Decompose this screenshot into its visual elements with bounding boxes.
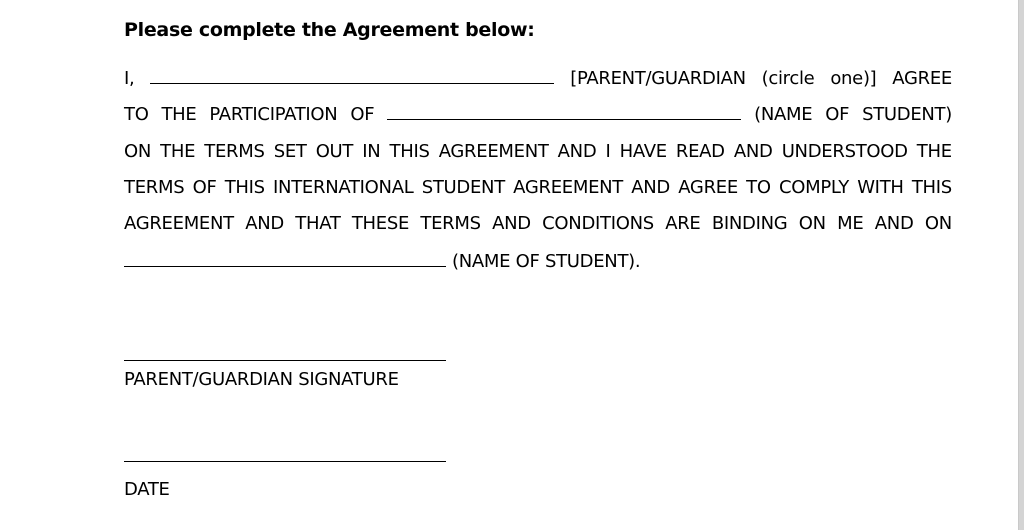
parent-signature-label: PARENT/GUARDIAN SIGNATURE [124,369,399,390]
student-name-blank-1[interactable] [387,103,741,120]
word: STUDENT) [862,104,952,125]
agreement-heading: Please complete the Agreement below: [124,19,535,41]
word: THE [160,141,196,162]
word: THIS [389,141,430,162]
word: (circle [761,68,815,89]
word: AGREE [678,177,738,198]
word: THE [161,104,197,125]
parent-name-blank[interactable] [150,67,554,84]
word: WITH [857,177,904,198]
word: THIS [224,177,265,198]
word: THIS [911,177,952,198]
word: one)] [830,68,877,89]
word: AGREEMENT [513,177,624,198]
word: AND [733,141,773,162]
word: (NAME [754,104,813,125]
word: THAT [295,213,341,234]
agreement-line-2 [124,103,952,127]
parent-signature-line[interactable] [124,360,446,361]
word: UNDERSTOOD [781,141,908,162]
word: AGREE [892,68,952,89]
word: AND [631,177,670,198]
word: AND [245,213,284,234]
word: TERMS [204,141,265,162]
word: INTERNATIONAL [273,177,414,198]
date-line[interactable] [124,461,446,462]
page-edge [1019,0,1024,530]
word: AGREEMENT [124,213,234,234]
word: AGREEMENT [438,141,549,162]
word: OF [350,104,375,125]
word: ON [798,213,826,234]
word: TO [746,177,771,198]
word: CONDITIONS [542,213,654,234]
student-name-blank-2[interactable] [124,250,446,267]
word: [PARENT/GUARDIAN [570,68,746,89]
word: TO [124,104,149,125]
word: COMPLY [778,177,849,198]
word: I, [124,68,135,89]
word: STUDENT [421,177,505,198]
word: TERMS [124,177,185,198]
word: SET [273,141,307,162]
word: THE [916,141,952,162]
word: AND [492,213,531,234]
word: ME [837,213,864,234]
word: OF [192,177,217,198]
word: PARTICIPATION [209,104,338,125]
word: ARE [665,213,701,234]
word: READ [675,141,725,162]
agreement-line-4 [124,176,952,200]
agreement-line-3 [124,140,952,164]
word: ON [124,141,152,162]
word: BINDING [711,213,788,234]
date-label: DATE [124,479,170,500]
word: AND [557,141,597,162]
word: I [605,141,611,162]
word: OUT [315,141,354,162]
word: HAVE [619,141,667,162]
word: AND [874,213,914,234]
word: TERMS [420,213,481,234]
word: ON [924,213,952,234]
agreement-line-5 [124,212,952,236]
word: THESE [351,213,410,234]
word: OF [825,104,850,125]
agreement-line-1 [124,67,952,91]
word: (NAME OF STUDENT). [452,251,641,272]
agreement-line-6 [124,250,640,274]
word: IN [362,141,381,162]
